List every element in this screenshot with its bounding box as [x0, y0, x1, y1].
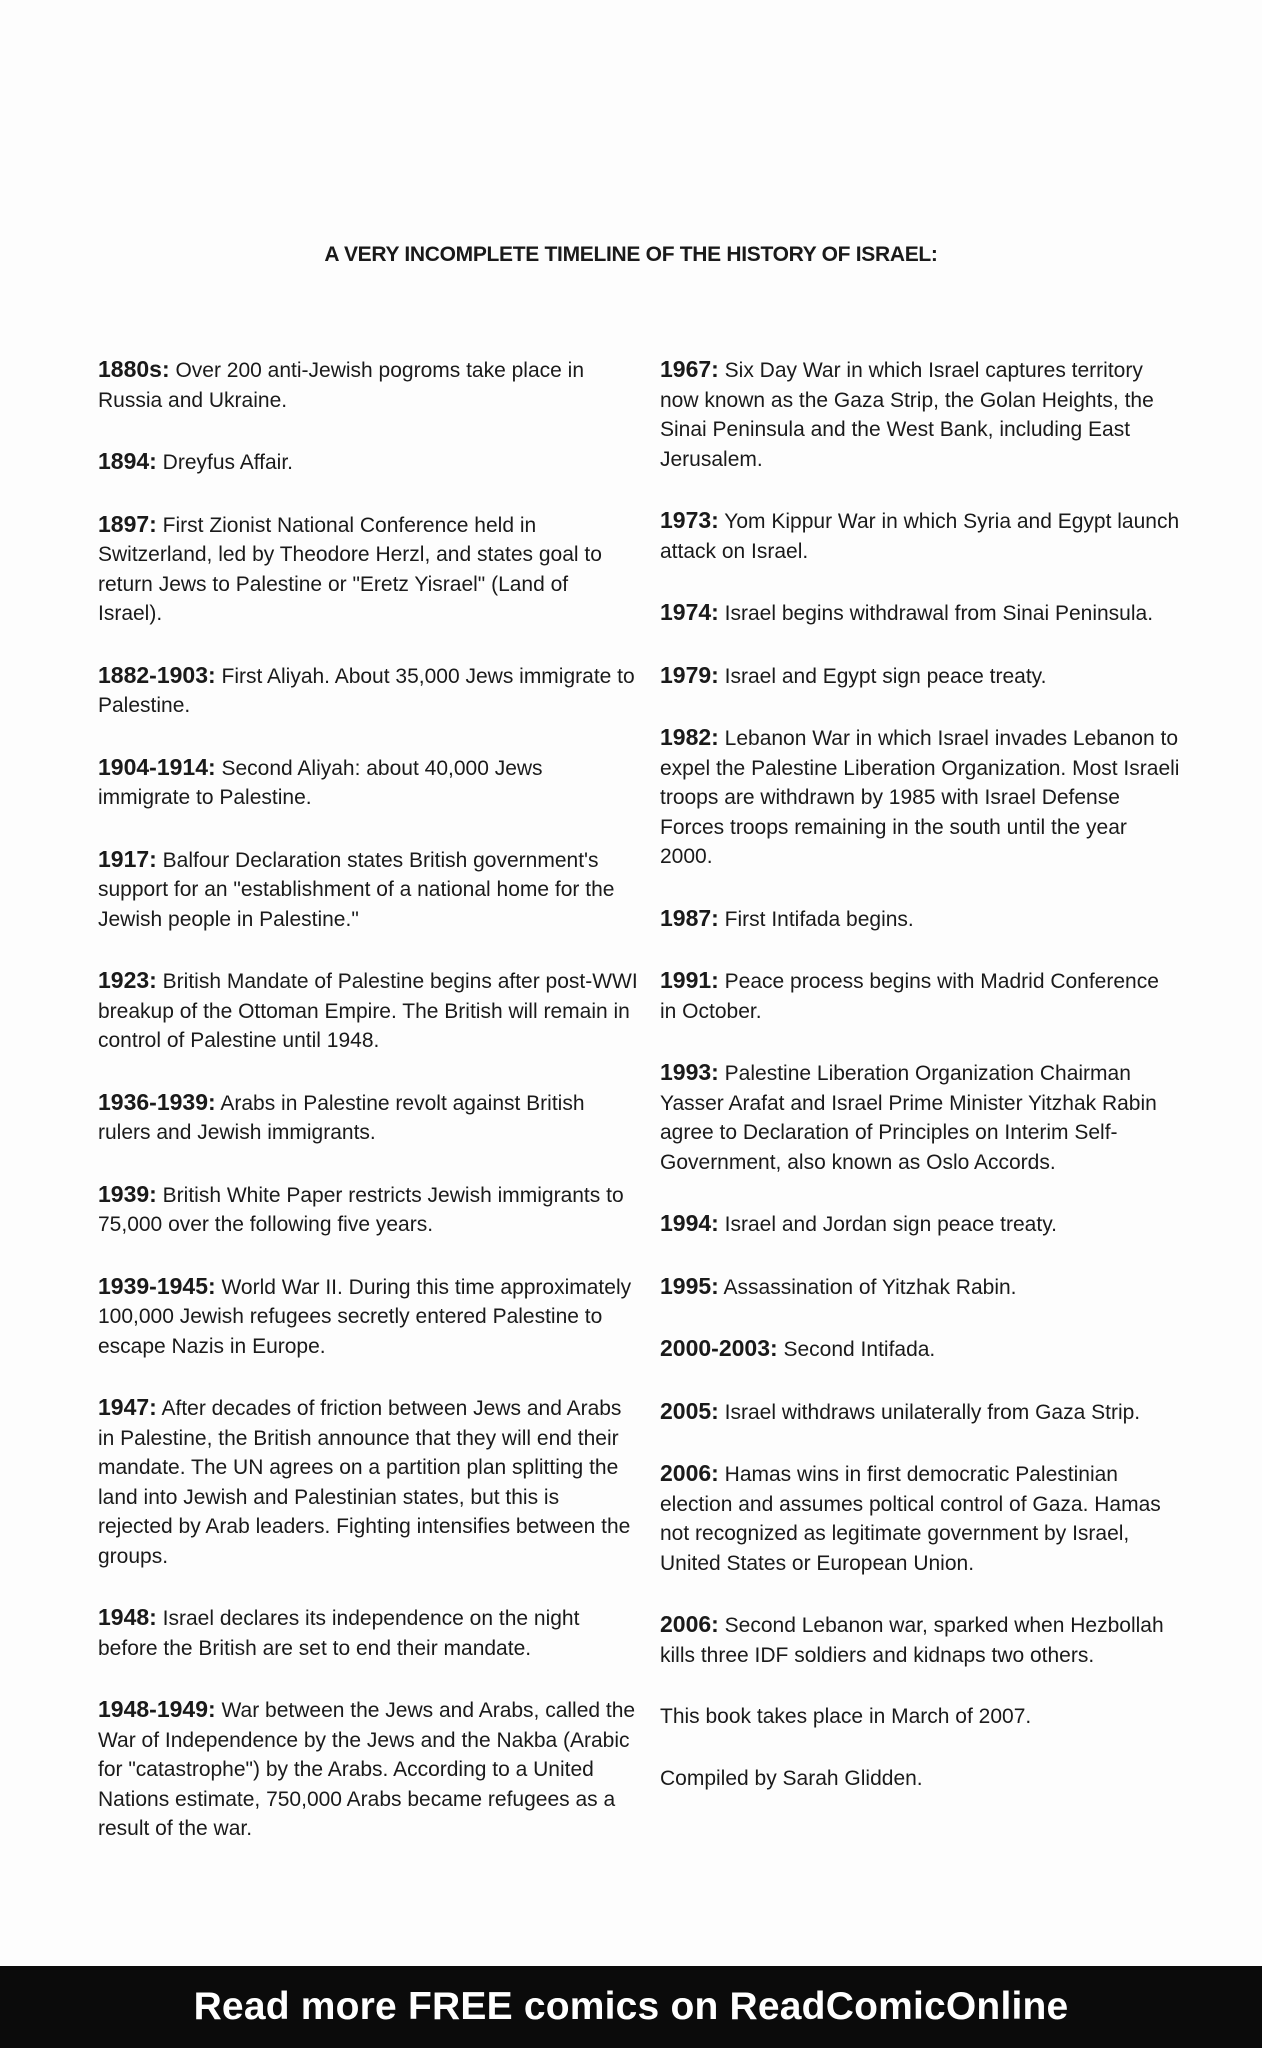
entry-text: Israel and Egypt sign peace treaty.	[718, 664, 1047, 688]
timeline-entry	[660, 1459, 1180, 1578]
timeline-entry	[98, 1393, 638, 1571]
entry-text: World War II. During this time approximately 100,000 Jewish refugees secretly entered Palestine to escape Nazis in Europe.	[98, 1275, 632, 1358]
timeline-entry	[98, 447, 638, 478]
entry-text: War between the Jews and Arabs, called the War of Independence by the Jews and the Nakba (Arabic for "catastrophe") by the Arabs. According to a United Nations estimate, 750,000 Arabs became refugees as a result of the war.	[98, 1699, 636, 1840]
timeline-entry	[660, 1397, 1180, 1428]
entry-text: First Zionist National Conference held in Switzerland, led by Theodore Herzl, and states goal to return Jews to Palestine or "Eretz Yisrael" (Land of Israel).	[98, 513, 602, 625]
setting-note: This book takes place in March of 2007.	[660, 1705, 1032, 1728]
timeline-left-column	[98, 355, 638, 1876]
entry-text: Hamas wins in first democratic Palestinian election and assumes poltical control of Gaza. Hamas not recognized as legitimate government by Israel, United States or European Union.	[660, 1463, 1161, 1575]
timeline-entry	[98, 355, 638, 415]
timeline-right-column	[660, 355, 1180, 1825]
timeline-entry	[98, 1180, 638, 1240]
timeline-entry	[660, 904, 1180, 935]
timeline-entry	[660, 598, 1180, 629]
entry-year: 1948-1949:	[98, 1696, 216, 1722]
entry-year: 1880s:	[98, 356, 170, 382]
entry-year: 2006:	[660, 1460, 719, 1486]
entry-text: Israel withdraws unilaterally from Gaza Strip.	[718, 1400, 1141, 1424]
entry-text: British White Paper restricts Jewish immigrants to 75,000 over the following five years.	[98, 1183, 624, 1236]
entry-year: 1995:	[660, 1272, 719, 1299]
entry-text: First Aliyah. About 35,000 Jews immigrate to Palestine.	[98, 664, 635, 717]
timeline-entry	[660, 1058, 1180, 1177]
entry-year: 1967:	[660, 356, 719, 382]
entry-year: 1904-1914:	[98, 753, 216, 780]
entry-text: Arabs in Palestine revolt against British rulers and Jewish immigrants.	[98, 1091, 585, 1144]
timeline-entry	[98, 1695, 638, 1844]
timeline-entry	[660, 661, 1180, 692]
entry-year: 2005:	[660, 1397, 719, 1424]
entry-year: 1894:	[98, 448, 157, 474]
entry-year: 2000-2003:	[660, 1335, 778, 1361]
entry-year: 1994:	[660, 1210, 719, 1236]
entry-text: Dreyfus Affair.	[156, 451, 293, 474]
timeline-entry	[660, 723, 1180, 872]
entry-text: Six Day War in which Israel captures territory now known as the Gaza Strip, the Golan Heights, the Sinai Peninsula and the West Bank, including East Jerusalem.	[660, 359, 1154, 471]
entry-text: Second Aliyah: about 40,000 Jews immigrate to Palestine.	[98, 756, 543, 809]
entry-text: Lebanon War in which Israel invades Lebanon to expel the Palestine Liberation Organization. Most Israeli troops are withdrawn by 1985 with Israel Defense Forces troops remaining in the south until the year 2000.	[660, 727, 1180, 868]
entry-text: Peace process begins with Madrid Conference in October.	[660, 970, 1159, 1023]
entry-year: 1979:	[660, 661, 719, 688]
entry-text: Second Lebanon war, sparked when Hezbollah kills three IDF soldiers and kidnaps two others.	[660, 1614, 1164, 1667]
timeline-entry	[660, 1334, 1180, 1365]
timeline-entry	[660, 966, 1180, 1026]
timeline-entry	[98, 1272, 638, 1362]
entry-text: Over 200 anti-Jewish pogroms take place in Russia and Ukraine.	[98, 359, 584, 412]
entry-year: 2006:	[660, 1611, 719, 1637]
entry-year: 1973:	[660, 507, 719, 533]
timeline-entry	[98, 845, 638, 935]
entry-text: British Mandate of Palestine begins after post-WWI breakup of the Ottoman Empire. The British will remain in control of Palestine until 1948.	[98, 970, 638, 1052]
timeline-entry	[98, 1088, 638, 1148]
timeline-entry	[660, 1610, 1180, 1670]
entry-year: 1897:	[98, 510, 157, 537]
entry-text: After decades of friction between Jews and Arabs in Palestine, the British announce that they will end their mandate. The UN agrees on a partition plan splitting the land into Jewish and Palestinian states, but this is rejected by Arab leaders. Fighting intensifies between the groups.	[98, 1397, 631, 1568]
entry-year: 1939:	[98, 1180, 157, 1207]
entry-year: 1923:	[98, 967, 157, 993]
entry-year: 1936-1939:	[98, 1088, 216, 1115]
entry-year: 1882-1903:	[98, 661, 216, 688]
footer-banner[interactable]	[0, 1966, 1262, 2048]
footer-link[interactable]: Read more FREE comics on ReadComicOnline	[193, 1985, 1069, 2028]
timeline-entry	[98, 510, 638, 629]
entry-year: 1993:	[660, 1059, 719, 1085]
timeline-entry	[660, 506, 1180, 566]
entry-year: 1948:	[98, 1604, 157, 1630]
entry-text: Yom Kippur War in which Syria and Egypt launch attack on Israel.	[660, 510, 1180, 563]
timeline-entry	[660, 355, 1180, 474]
entry-text: Palestine Liberation Organization Chairman Yasser Arafat and Israel Prime Minister Yitzhak Rabin agree to Declaration of Principles on Interim Self-Government, also known as Oslo Accords.	[660, 1062, 1157, 1174]
page-title: A VERY INCOMPLETE TIMELINE OF THE HISTORY OF ISRAEL:	[324, 243, 938, 266]
credit-note: Compiled by Sarah Glidden.	[660, 1766, 923, 1790]
timeline-entry	[98, 1603, 638, 1663]
entry-year: 1982:	[660, 724, 719, 750]
entry-year: 1947:	[98, 1394, 157, 1420]
entry-year: 1987:	[660, 904, 719, 931]
timeline-entry	[98, 966, 638, 1056]
entry-year: 1917:	[98, 845, 157, 872]
entry-text: Assassination of Yitzhak Rabin.	[718, 1275, 1017, 1299]
timeline-entry	[98, 661, 638, 721]
entry-text: First Intifada begins.	[718, 907, 914, 931]
entry-text: Israel begins withdrawal from Sinai Peninsula.	[718, 602, 1154, 625]
entry-year: 1939-1945:	[98, 1272, 216, 1299]
entry-text: Second Intifada.	[777, 1338, 936, 1361]
timeline-entry	[660, 1272, 1180, 1303]
entry-text: Israel declares its independence on the night before the British are set to end their mandate.	[98, 1607, 580, 1660]
timeline-entry	[98, 753, 638, 813]
entry-year: 1974:	[660, 599, 719, 625]
timeline-entry	[660, 1209, 1180, 1240]
entry-text: Israel and Jordan sign peace treaty.	[718, 1213, 1057, 1236]
entry-text: Balfour Declaration states British government's support for an "establishment of a national home for the Jewish people in Palestine."	[98, 848, 615, 931]
entry-year: 1991:	[660, 967, 719, 993]
